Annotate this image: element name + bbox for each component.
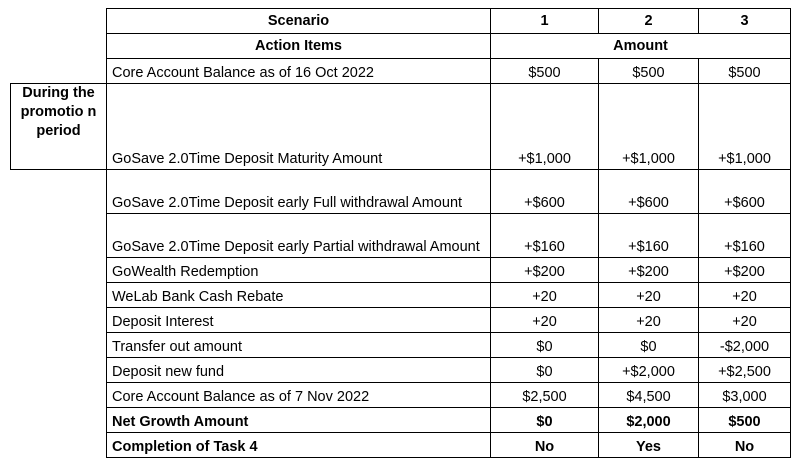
row-label: Net Growth Amount xyxy=(107,408,491,433)
row-value-s2: +$160 xyxy=(599,214,699,258)
row-value-s1: No xyxy=(491,433,599,458)
row-value-s1: $0 xyxy=(491,408,599,433)
table-row xyxy=(11,283,791,308)
empty-corner-cell xyxy=(11,59,107,84)
scenario-2-header: 2 xyxy=(599,9,699,34)
header-row-scenario xyxy=(11,9,791,34)
table-row xyxy=(11,358,791,383)
table-row xyxy=(11,308,791,333)
empty-side-cell xyxy=(11,214,107,258)
table-row xyxy=(11,333,791,358)
row-value-s2: +$600 xyxy=(599,170,699,214)
empty-side-cell xyxy=(11,283,107,308)
scenario-header: Scenario xyxy=(107,9,491,34)
empty-side-cell xyxy=(11,408,107,433)
table-row xyxy=(11,383,791,408)
empty-side-cell xyxy=(11,383,107,408)
amount-header: Amount xyxy=(491,34,791,59)
empty-side-cell xyxy=(11,170,107,214)
empty-corner-cell xyxy=(11,34,107,59)
row-value-s3: $3,000 xyxy=(699,383,791,408)
row-value-s2: +$2,000 xyxy=(599,358,699,383)
row-value-s3: -$2,000 xyxy=(699,333,791,358)
row-value-s3: +$200 xyxy=(699,258,791,283)
row-value-s3: +$600 xyxy=(699,170,791,214)
row-label: Deposit new fund xyxy=(107,358,491,383)
row-label: GoWealth Redemption xyxy=(107,258,491,283)
row-value-s1: +20 xyxy=(491,308,599,333)
row-value-s1: +$160 xyxy=(491,214,599,258)
promotion-scenario-table xyxy=(10,8,791,458)
row-value-s2: $500 xyxy=(599,59,699,84)
table-row-task-completion xyxy=(11,433,791,458)
row-value-s1: +$600 xyxy=(491,170,599,214)
table-row xyxy=(11,170,791,214)
row-value-s2: +$200 xyxy=(599,258,699,283)
row-value-s2: Yes xyxy=(599,433,699,458)
row-value-s2: +20 xyxy=(599,283,699,308)
row-label: Completion of Task 4 xyxy=(107,433,491,458)
empty-side-cell xyxy=(11,433,107,458)
empty-side-cell xyxy=(11,333,107,358)
row-value-s1: $0 xyxy=(491,358,599,383)
row-label: WeLab Bank Cash Rebate xyxy=(107,283,491,308)
row-label: Deposit Interest xyxy=(107,308,491,333)
empty-side-cell xyxy=(11,358,107,383)
row-value-s3: $500 xyxy=(699,59,791,84)
header-row-action-items xyxy=(11,34,791,59)
row-value-s1: +20 xyxy=(491,283,599,308)
row-label: GoSave 2.0Time Deposit early Full withdrawal Amount xyxy=(107,170,491,214)
row-value-s1: $0 xyxy=(491,333,599,358)
table-row xyxy=(11,258,791,283)
empty-corner-cell xyxy=(11,9,107,34)
row-value-s3: +20 xyxy=(699,283,791,308)
row-value-s3: +$160 xyxy=(699,214,791,258)
row-value-s2: +$1,000 xyxy=(599,84,699,170)
row-value-s1: +$200 xyxy=(491,258,599,283)
row-value-s3: +$2,500 xyxy=(699,358,791,383)
row-value-s2: $0 xyxy=(599,333,699,358)
row-value-s3: +20 xyxy=(699,308,791,333)
action-items-header: Action Items xyxy=(107,34,491,59)
table-row xyxy=(11,214,791,258)
table-row-net-growth xyxy=(11,408,791,433)
scenario-3-header: 3 xyxy=(699,9,791,34)
table-row xyxy=(11,84,791,170)
empty-side-cell xyxy=(11,258,107,283)
row-value-s3: +$1,000 xyxy=(699,84,791,170)
empty-side-cell xyxy=(11,308,107,333)
row-label: Transfer out amount xyxy=(107,333,491,358)
row-value-s3: $500 xyxy=(699,408,791,433)
scenario-1-header: 1 xyxy=(491,9,599,34)
row-label: Core Account Balance as of 16 Oct 2022 xyxy=(107,59,491,84)
promotion-period-label: During the promotio n period xyxy=(11,84,107,170)
row-value-s2: +20 xyxy=(599,308,699,333)
row-label: GoSave 2.0Time Deposit Maturity Amount xyxy=(107,84,491,170)
row-value-s1: +$1,000 xyxy=(491,84,599,170)
row-label: GoSave 2.0Time Deposit early Partial withdrawal Amount xyxy=(107,214,491,258)
row-value-s3: No xyxy=(699,433,791,458)
row-value-s1: $2,500 xyxy=(491,383,599,408)
row-value-s2: $4,500 xyxy=(599,383,699,408)
row-value-s1: $500 xyxy=(491,59,599,84)
row-label: Core Account Balance as of 7 Nov 2022 xyxy=(107,383,491,408)
table-row xyxy=(11,59,791,84)
row-value-s2: $2,000 xyxy=(599,408,699,433)
